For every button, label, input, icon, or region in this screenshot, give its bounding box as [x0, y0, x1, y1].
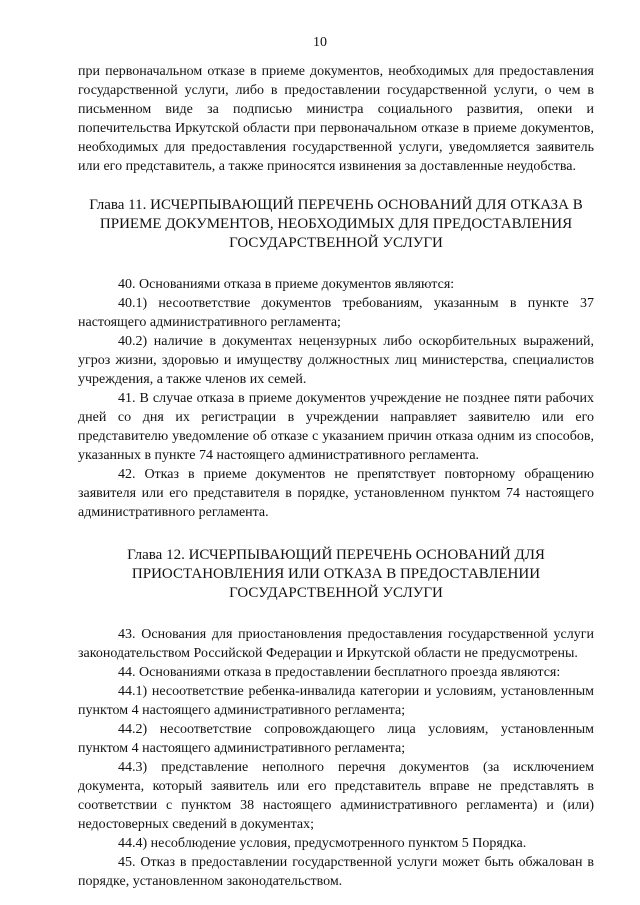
chapter-12-title-line: ПРИОСТАНОВЛЕНИЯ ИЛИ ОТКАЗА В ПРЕДОСТАВЛЕНИИ: [131, 566, 541, 582]
page-number: 10: [313, 35, 327, 50]
chapter-11-title-line: Глава 11. ИСЧЕРПЫВАЮЩИЙ ПЕРЕЧЕНЬ ОСНОВАНИЙ ДЛЯ ОТКАЗА В: [89, 197, 583, 213]
chapter-11-heading: [78, 196, 594, 253]
paragraph-44-3: 44.3) представление неполного перечня документов (за исключением документа, который заявитель или его представитель вправе не представлять в соответствии с пунктом 38 настоящего административного регламента) и (или) недостоверных сведений в документах;: [78, 760, 594, 832]
chapter-12-title-line: Глава 12. ИСЧЕРПЫВАЮЩИЙ ПЕРЕЧЕНЬ ОСНОВАНИЙ ДЛЯ: [127, 547, 545, 563]
paragraph-44-4: 44.4) несоблюдение условия, предусмотренного пунктом 5 Порядка.: [118, 836, 527, 851]
paragraph-40-1: 40.1) несоответствие документов требованиям, указанным в пункте 37 настоящего административного регламента;: [78, 296, 594, 330]
paragraph-43: 43. Основания для приостановления предоставления государственной услуги законодательством Российской Федерации и Иркутской области не предусмотрены.: [78, 627, 594, 661]
paragraph-44: 44. Основаниями отказа в предоставлении бесплатного проезда являются:: [118, 665, 561, 680]
intro-paragraph: при первоначальном отказе в приеме документов, необходимых для предоставления государственной услуги, либо в предоставлении государственной услуги, о чем в письменном виде за подписью министра социального развития, опеки и попечительства Иркутской области при первоначальном отказе в приеме документов, необходимых для предоставления государственной услуги, уведомляется заявитель или его представитель, а также приносятся извинения за доставленные неудобства.: [78, 64, 594, 174]
document-body: [78, 62, 594, 891]
chapter-11-title-line: ГОСУДАРСТВЕННОЙ УСЛУГИ: [229, 235, 443, 251]
paragraph-41: 41. В случае отказа в приеме документов учреждение не позднее пяти рабочих дней со дня их регистрации в учреждении направляет заявителю или его представителю уведомление об отказе с указанием причин отказа одним из способов, указанных в пункте 74 настоящего административного регламента.: [78, 391, 594, 463]
paragraph-45: 45. Отказ в предоставлении государственной услуги может быть обжалован в порядке, установленном законодательством.: [78, 855, 594, 889]
paragraph-44-1: 44.1) несоответствие ребенка-инвалида категории и условиям, установленным пунктом 4 настоящего административного регламента;: [78, 684, 594, 718]
paragraph-40: 40. Основаниями отказа в приеме документов являются:: [118, 277, 455, 292]
paragraph-40-2: 40.2) наличие в документах нецензурных либо оскорбительных выражений, угроз жизни, здоровью и имуществу должностных лиц министерства, специалистов учреждения, а также членов их семей.: [78, 334, 594, 387]
chapter-12-heading: [78, 546, 594, 603]
paragraph-44-2: 44.2) несоответствие сопровождающего лица условиям, установленным пунктом 4 настоящего административного регламента;: [78, 722, 594, 756]
paragraph-42: 42. Отказ в приеме документов не препятствует повторному обращению заявителя или его представителя в порядке, установленном пунктом 74 настоящего административного регламента.: [78, 467, 594, 520]
chapter-11-title-line: ПРИЕМЕ ДОКУМЕНТОВ, НЕОБХОДИМЫХ ДЛЯ ПРЕДОСТАВЛЕНИЯ: [99, 216, 573, 232]
chapter-12-title-line: ГОСУДАРСТВЕННОЙ УСЛУГИ: [229, 585, 443, 601]
